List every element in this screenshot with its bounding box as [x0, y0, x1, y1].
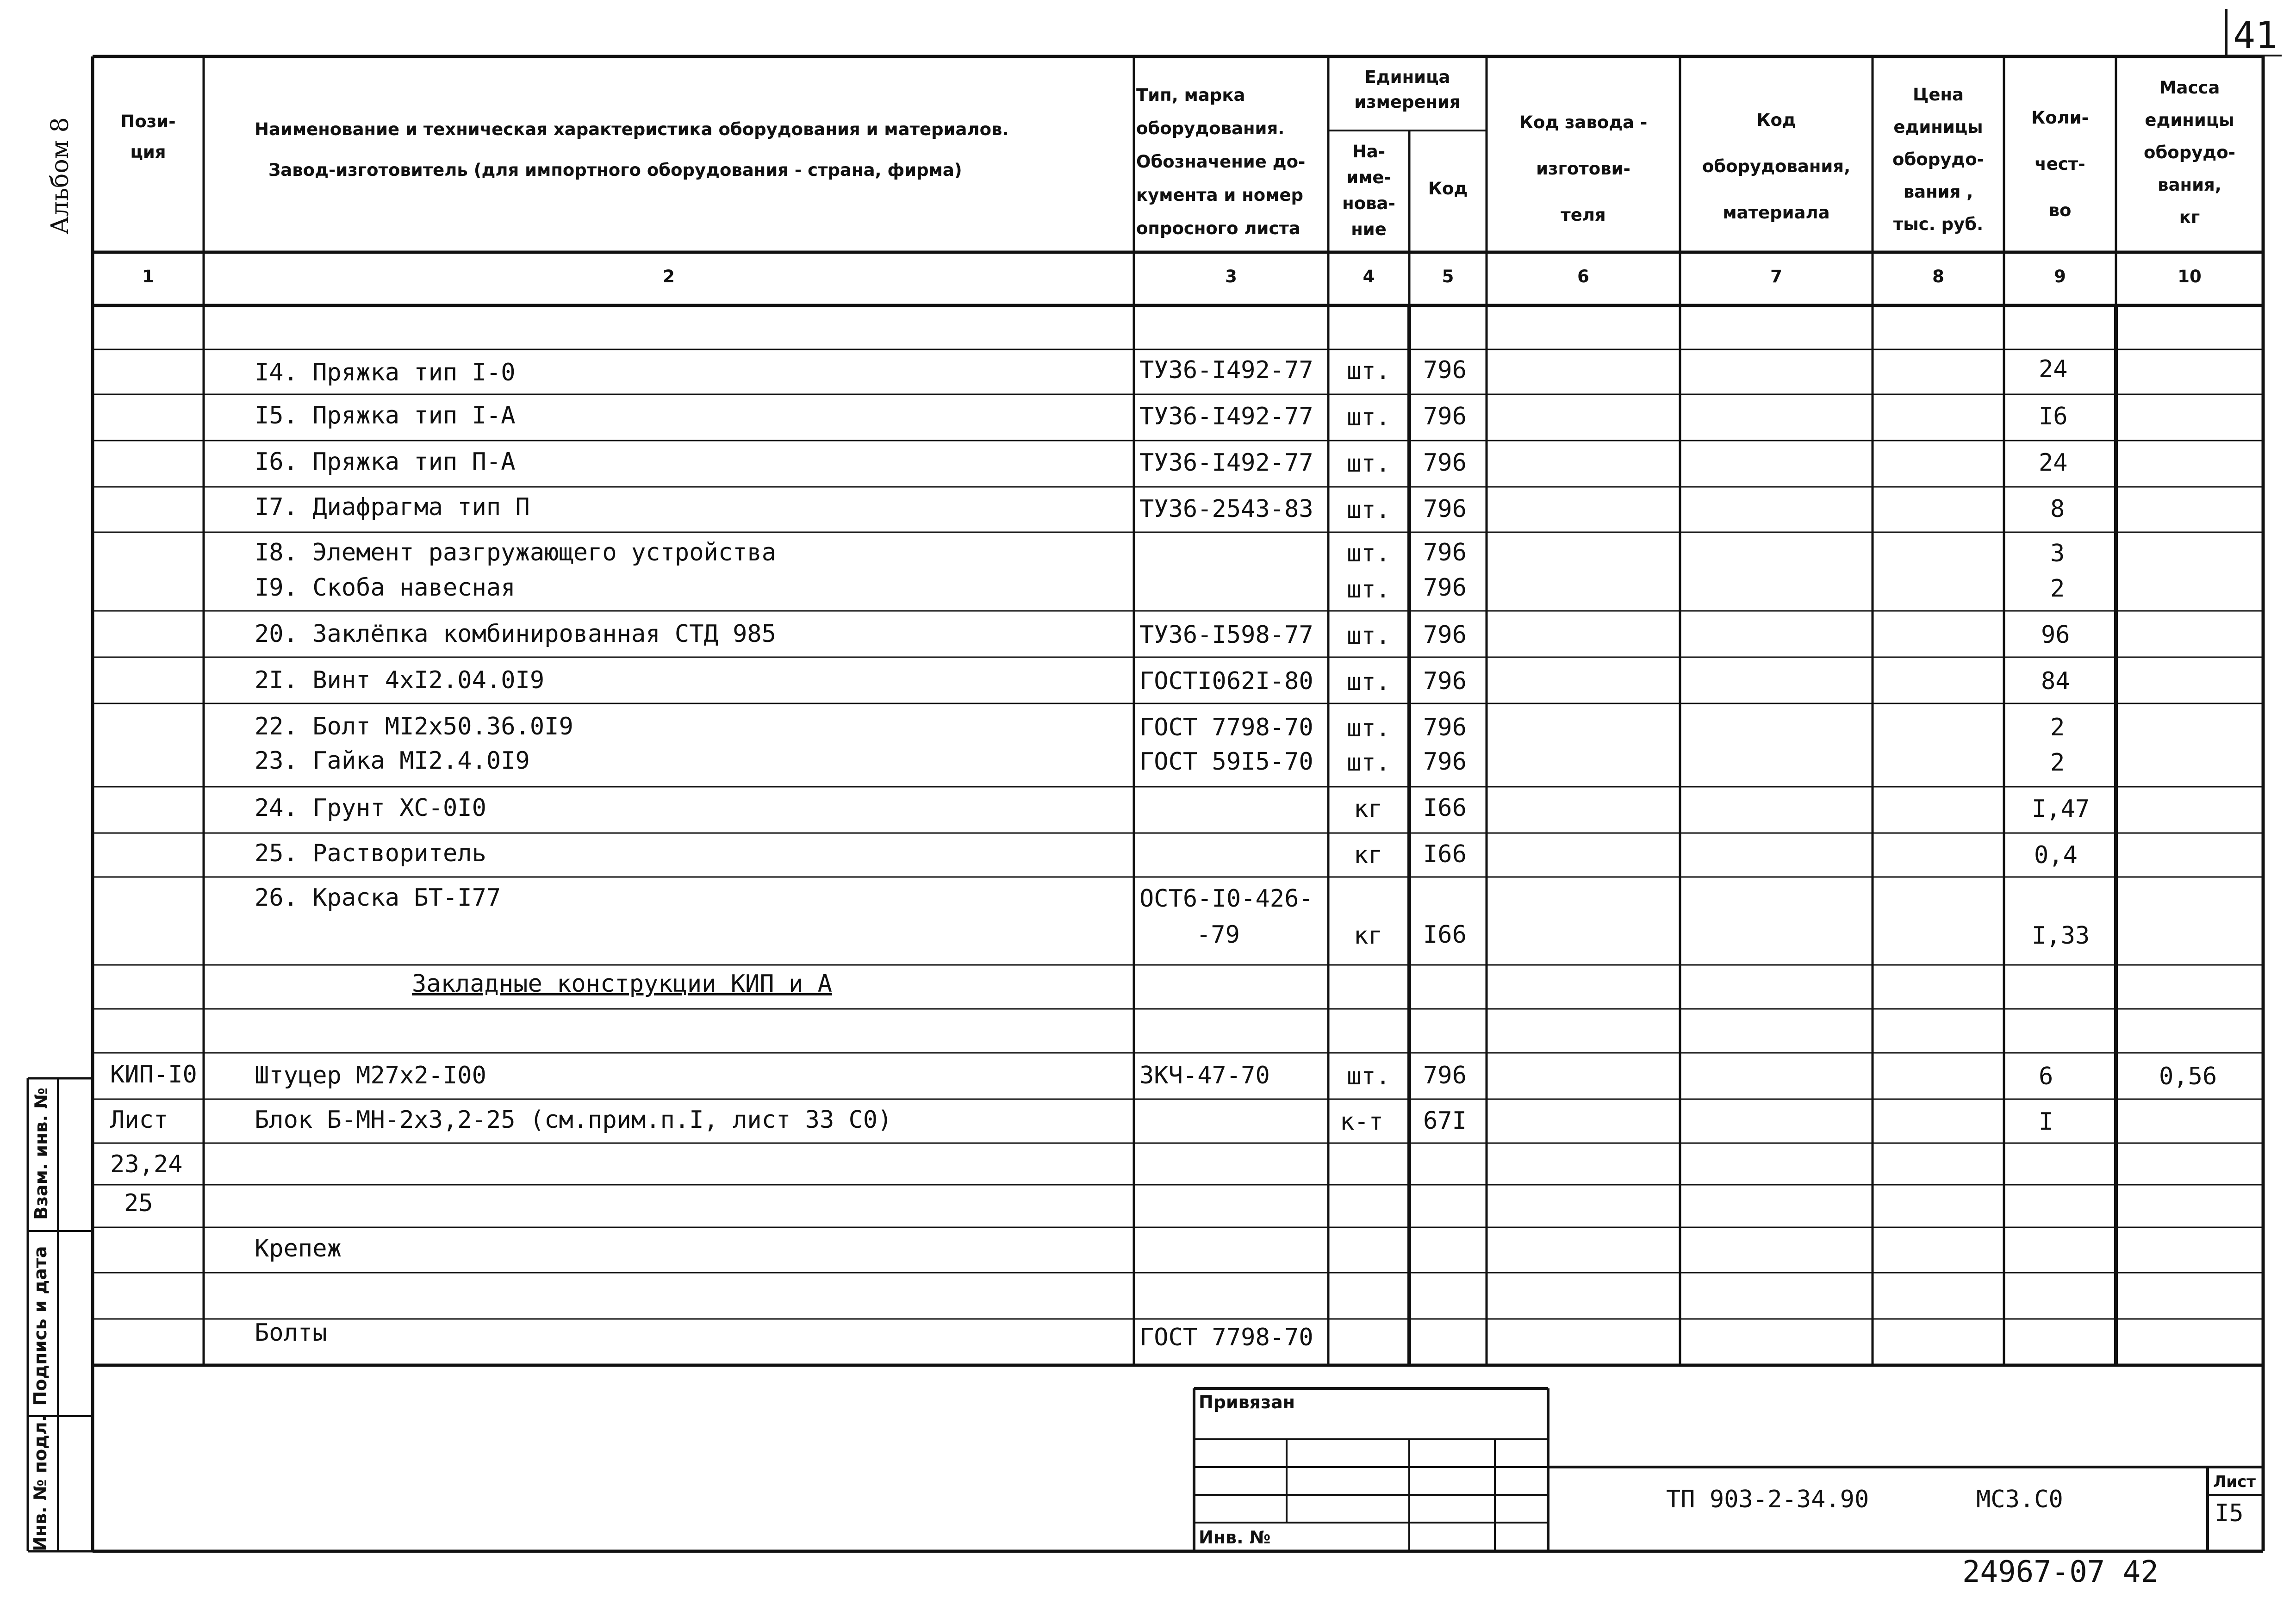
header-col2: Наименование и техническая характеристика оборудования и матeриалов. Завод-изготовитель (для импортного оборудования - страна, фирма) — [255, 119, 1009, 180]
header-col1: Пози- ция — [120, 112, 176, 162]
table-row-mass: 0,56 — [2159, 1063, 2217, 1090]
table-row-unit: шт. — [1347, 496, 1390, 524]
table-row-qty: 2 — [2050, 575, 2065, 603]
table-row-name: I6. Пряжка тип П-А — [255, 448, 516, 476]
table-row-qty: 6 — [2039, 1063, 2053, 1090]
table-row-code: 796 — [1423, 495, 1467, 523]
table-row-code: 796 — [1423, 356, 1467, 384]
stamp-doc-code: ТП 903-2-34.90 — [1666, 1486, 1869, 1513]
table-row-unit: шт. — [1347, 749, 1390, 777]
table-row-name: 2I. Винт 4хI2.04.0I9 — [255, 666, 545, 694]
table-row-unit: шт. — [1347, 357, 1390, 385]
col-number-7: 7 — [1770, 267, 1782, 286]
header-col9: Коли- чест- во — [2031, 108, 2089, 220]
table-row-name: 20. Заклёпка комбинированная СТД 985 — [255, 620, 777, 648]
table-row-doc: ТУ36-2543-83 — [1139, 495, 1313, 523]
table-row-code: 796 — [1423, 1062, 1467, 1089]
table-row-unit: кг — [1354, 922, 1383, 950]
table-row-code: 67I — [1423, 1107, 1467, 1135]
table-row-qty: 8 — [2050, 495, 2065, 523]
table-row-qty: 96 — [2041, 621, 2070, 649]
header-col4: На- име- нова- ние — [1342, 142, 1395, 239]
table-row-unit: шт. — [1347, 576, 1390, 603]
table-row-doc: ГОСТI062I-80 — [1139, 667, 1313, 695]
side-label-podpis: Подпись и дата — [30, 1246, 50, 1406]
table-row-pos: 23,24 — [110, 1150, 183, 1178]
table-row-code: 796 — [1423, 574, 1467, 602]
col-number-6: 6 — [1577, 267, 1589, 286]
table-row-unit: к-т — [1340, 1108, 1383, 1136]
table-row-code: 796 — [1423, 714, 1467, 741]
stamp-mark: МС3.С0 — [1976, 1486, 2063, 1513]
col-number-9: 9 — [2054, 267, 2066, 286]
col-number-3: 3 — [1225, 267, 1237, 286]
table-row-doc: ЗКЧ-47-70 — [1139, 1062, 1270, 1089]
table-row-qty: I,33 — [2032, 922, 2090, 950]
table-row-name: I7. Диафрагма тип П — [255, 493, 530, 521]
table-row-qty: 2 — [2050, 714, 2065, 741]
table-row-unit: шт. — [1347, 1063, 1390, 1090]
table-row-unit: шт. — [1347, 450, 1390, 478]
section-title: Закладные конструкции КИП и А — [412, 970, 832, 998]
header-col7: Код оборудования, материала — [1702, 110, 1851, 223]
table-row-name: 26. Краска БТ-I77 — [255, 884, 501, 912]
header-col10: Масса единицы оборудо- вания, кг — [2144, 78, 2235, 227]
col-number-4: 4 — [1363, 267, 1375, 286]
table-row-code: I66 — [1423, 921, 1467, 949]
table-row-code: 796 — [1423, 539, 1467, 566]
table-row-qty: I6 — [2039, 403, 2068, 430]
table-row-pos: Лист — [110, 1106, 168, 1134]
table-row-doc: -79 — [1196, 921, 1240, 949]
table-row-code: 796 — [1423, 667, 1467, 695]
table-row-code: I66 — [1423, 840, 1467, 868]
table-row-qty: 84 — [2041, 667, 2070, 695]
album-label: Альбом 8 — [46, 117, 74, 235]
table-row-name: I5. Пряжка тип I-А — [255, 402, 516, 429]
table-row-name: 23. Гайка МI2.4.0I9 — [255, 747, 530, 775]
table-row-code: 796 — [1423, 748, 1467, 776]
table-row-name: I8. Элемент разгружающего устройства — [255, 539, 777, 566]
header-col8: Цена единицы оборудо- вания , тыс. руб. — [1892, 85, 1984, 234]
table-row-name: I9. Скоба навесная — [255, 574, 516, 602]
side-label-inv-podl: Инв. № подл. — [30, 1415, 50, 1552]
col-number-5: 5 — [1442, 267, 1454, 286]
stamp-inv-no: Инв. № — [1199, 1527, 1271, 1548]
header-col3: Тип, марка оборудования. Обозначение до- кумента и номер опросного листа — [1136, 85, 1306, 238]
table-row-qty: 2 — [2050, 749, 2065, 777]
header-col6: Код завода - изготови- теля — [1519, 112, 1648, 225]
stamp-sheet-label: Лист — [2213, 1473, 2256, 1491]
header-col45-top: Единица измерения — [1354, 67, 1461, 112]
footer-number: 24967-07 42 — [1962, 1555, 2159, 1589]
table-row-doc: ГОСТ 7798-70 — [1139, 1324, 1313, 1351]
table-row-qty: 24 — [2039, 355, 2068, 383]
table-row-name: I4. Пряжка тип I-0 — [255, 359, 516, 386]
col-number-8: 8 — [1932, 267, 1944, 286]
table-row-qty: I,47 — [2032, 795, 2090, 823]
side-label-vzam: Взам. инв. № — [31, 1088, 51, 1220]
header-col5: Код — [1428, 179, 1468, 199]
page-number-handwritten: 41 — [2233, 14, 2278, 57]
table-row-pos: 25 — [124, 1189, 153, 1217]
table-row-doc: ОСТ6-I0-426- — [1139, 885, 1313, 913]
table-row-doc: ГОСТ 7798-70 — [1139, 714, 1313, 741]
col-number-10: 10 — [2178, 267, 2202, 286]
stamp-privyazan: Привязан — [1199, 1392, 1295, 1412]
col-number-1: 1 — [142, 267, 154, 286]
table-row-unit: кг — [1354, 841, 1383, 869]
table-row-qty: 24 — [2039, 449, 2068, 477]
col-number-2: 2 — [663, 267, 675, 286]
table-row-qty: I — [2039, 1108, 2053, 1136]
table-row-qty: 0,4 — [2034, 841, 2078, 869]
stamp-sheet-number: I5 — [2215, 1499, 2244, 1527]
table-row-doc: ТУ36-I598-77 — [1139, 621, 1313, 649]
table-row-doc: ТУ36-I492-77 — [1139, 449, 1313, 477]
table-row-unit: шт. — [1347, 622, 1390, 650]
table-row-name: Крепеж — [255, 1235, 342, 1262]
table-row-name: 24. Грунт ХС-0I0 — [255, 794, 486, 822]
table-row-unit: шт. — [1347, 404, 1390, 431]
table-row-doc: ТУ36-I492-77 — [1139, 356, 1313, 384]
table-row-unit: шт. — [1347, 715, 1390, 742]
table-row-pos: КИП-I0 — [110, 1061, 197, 1088]
table-row-doc: ТУ36-I492-77 — [1139, 403, 1313, 430]
table-row-doc: ГОСТ 59I5-70 — [1139, 748, 1313, 776]
table-row-name: Блок Б-МН-2х3,2-25 (см.прим.п.I, лист 33 С0) — [255, 1106, 892, 1134]
table-row-name: 25. Растворитель — [255, 839, 486, 867]
table-row-code: I66 — [1423, 794, 1467, 822]
table-row-name: Болты — [255, 1319, 327, 1347]
table-row-qty: 3 — [2050, 540, 2065, 567]
table-row-code: 796 — [1423, 449, 1467, 477]
table-row-unit: кг — [1354, 795, 1383, 823]
table-row-code: 796 — [1423, 621, 1467, 649]
table-row-unit: шт. — [1347, 540, 1390, 567]
table-row-code: 796 — [1423, 403, 1467, 430]
table-row-unit: шт. — [1347, 668, 1390, 696]
table-row-name: Штуцер М27х2-I00 — [255, 1062, 486, 1089]
table-row-name: 22. Болт МI2х50.36.0I9 — [255, 713, 573, 740]
